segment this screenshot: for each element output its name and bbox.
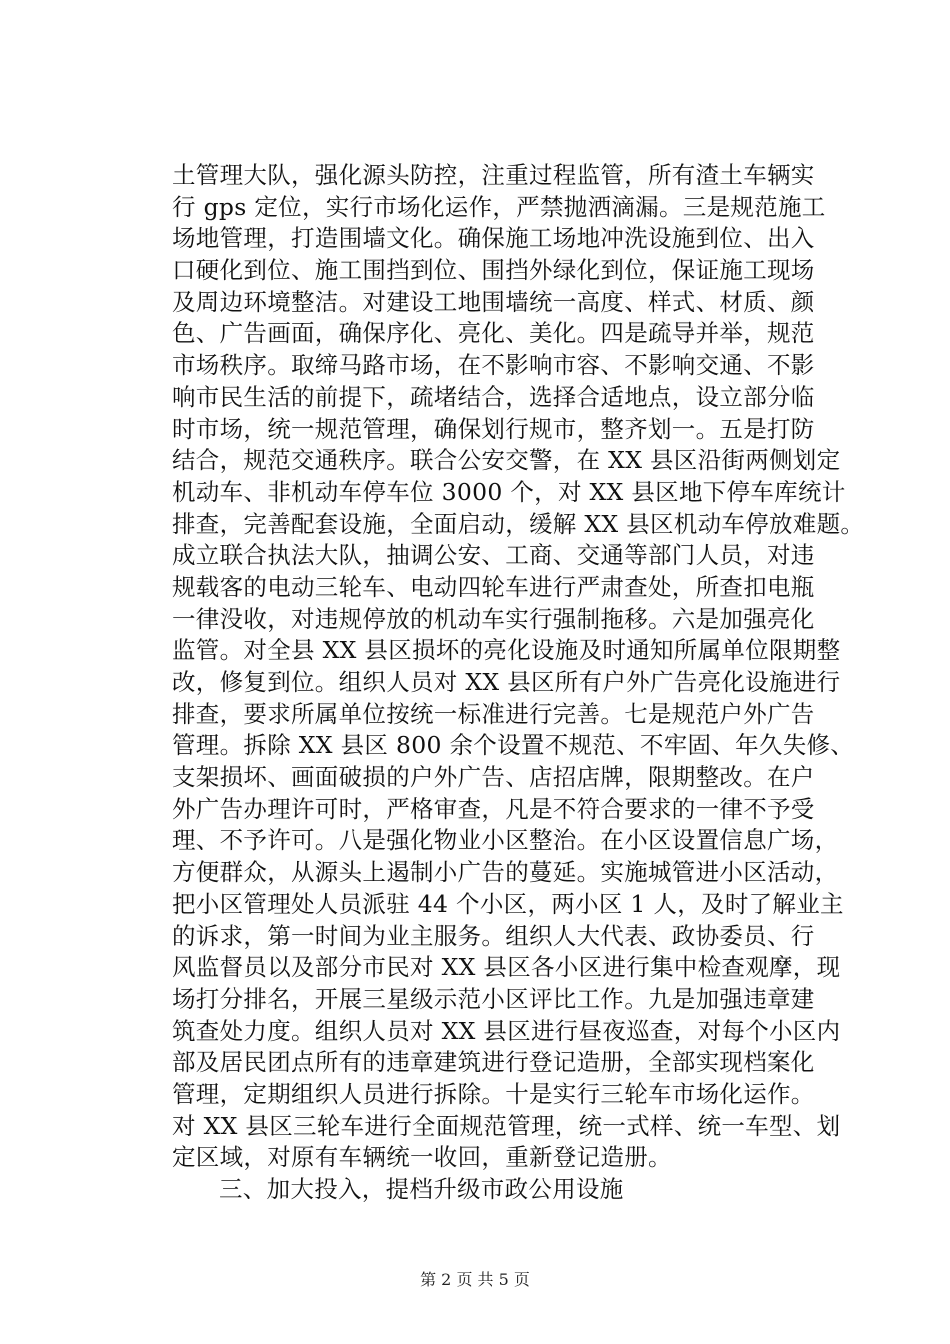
text-line: 部及居民团点所有的违章建筑进行登记造册，全部实现档案化: [172, 1048, 815, 1077]
text-line: 结合，规范交通秩序。联合公安交警，在 XX 县区沿街两侧划定: [172, 446, 841, 475]
text-line: 管理。拆除 XX 县区 800 余个设置不规范、不牢固、年久失修、: [172, 731, 855, 760]
text-line: 色、广告画面，确保序化、亮化、美化。四是疏导并举，规范: [172, 319, 815, 348]
text-line: 一律没收，对违规停放的机动车实行强制拖移。六是加强亮化: [172, 604, 815, 633]
text-line: 排查，完善配套设施，全面启动，缓解 XX 县区机动车停放难题。: [172, 509, 865, 538]
text-line: 支架损坏、画面破损的户外广告、店招店牌，限期整改。在户: [172, 763, 815, 792]
text-line: 及周边环境整洁。对建设工地围墙统一高度、样式、材质、颜: [172, 287, 815, 316]
text-line: 响市民生活的前提下，疏堵结合，选择合适地点，设立部分临: [172, 382, 815, 411]
text-line: 监管。对全县 XX 县区损坏的亮化设施及时通知所属单位限期整: [172, 636, 841, 665]
body-text: [172, 160, 865, 1206]
text-line: 把小区管理处人员派驻 44 个小区，两小区 1 人，及时了解业主: [172, 889, 844, 918]
text-line: 管理，定期组织人员进行拆除。十是实行三轮车市场化运作。: [172, 1079, 815, 1108]
text-line: 的诉求，第一时间为业主服务。组织人大代表、政协委员、行: [172, 921, 815, 950]
text-line: 场打分排名，开展三星级示范小区评比工作。九是加强违章建: [172, 984, 815, 1013]
text-line: 市场秩序。取缔马路市场，在不影响市容、不影响交通、不影: [172, 351, 815, 380]
text-line: 机动车、非机动车停车位 3000 个，对 XX 县区地下停车库统计: [172, 477, 846, 506]
text-line: 行 gps 定位，实行市场化运作，严禁抛洒滴漏。三是规范施工: [172, 192, 826, 221]
text-line: 成立联合执法大队，抽调公安、工商、交通等部门人员，对违: [172, 541, 815, 570]
text-line: 规载客的电动三轮车、电动四轮车进行严肃查处，所查扣电瓶: [172, 572, 815, 601]
text-line: 改，修复到位。组织人员对 XX 县区所有户外广告亮化设施进行: [172, 668, 841, 696]
text-line: 排查，要求所属单位按统一标准进行完善。七是规范户外广告: [172, 699, 815, 728]
section-heading: 三、加大投入，提档升级市政公用设施: [219, 1175, 624, 1203]
page-footer: 第 2 页 共 5 页: [420, 1270, 530, 1289]
text-line: 定区域，对原有车辆统一收回，重新登记造册。: [172, 1143, 672, 1172]
text-line: 场地管理，打造围墙文化。确保施工场地冲洗设施到位、出入: [172, 224, 815, 253]
text-line: 口硬化到位、施工围挡到位、围挡外绿化到位，保证施工现场: [172, 256, 815, 285]
text-line: 对 XX 县区三轮车进行全面规范管理，统一式样、统一车型、划: [172, 1111, 841, 1140]
text-line: 土管理大队，强化源头防控，注重过程监管，所有渣土车辆实: [172, 161, 815, 189]
text-line: 理、不予许可。八是强化物业小区整治。在小区设置信息广场，: [172, 826, 839, 855]
text-line: 外广告办理许可时，严格审查，凡是不符合要求的一律不予受: [172, 794, 815, 823]
text-line: 时市场，统一规范管理，确保划行规市，整齐划一。五是打防: [172, 414, 815, 443]
text-line: 风监督员以及部分市民对 XX 县区各小区进行集中检查观摩，现: [172, 953, 841, 982]
text-line: 方便群众，从源头上遏制小广告的蔓延。实施城管进小区活动，: [172, 858, 839, 887]
text-line: 筑查处力度。组织人员对 XX 县区进行昼夜巡查，对每个小区内: [172, 1016, 841, 1045]
